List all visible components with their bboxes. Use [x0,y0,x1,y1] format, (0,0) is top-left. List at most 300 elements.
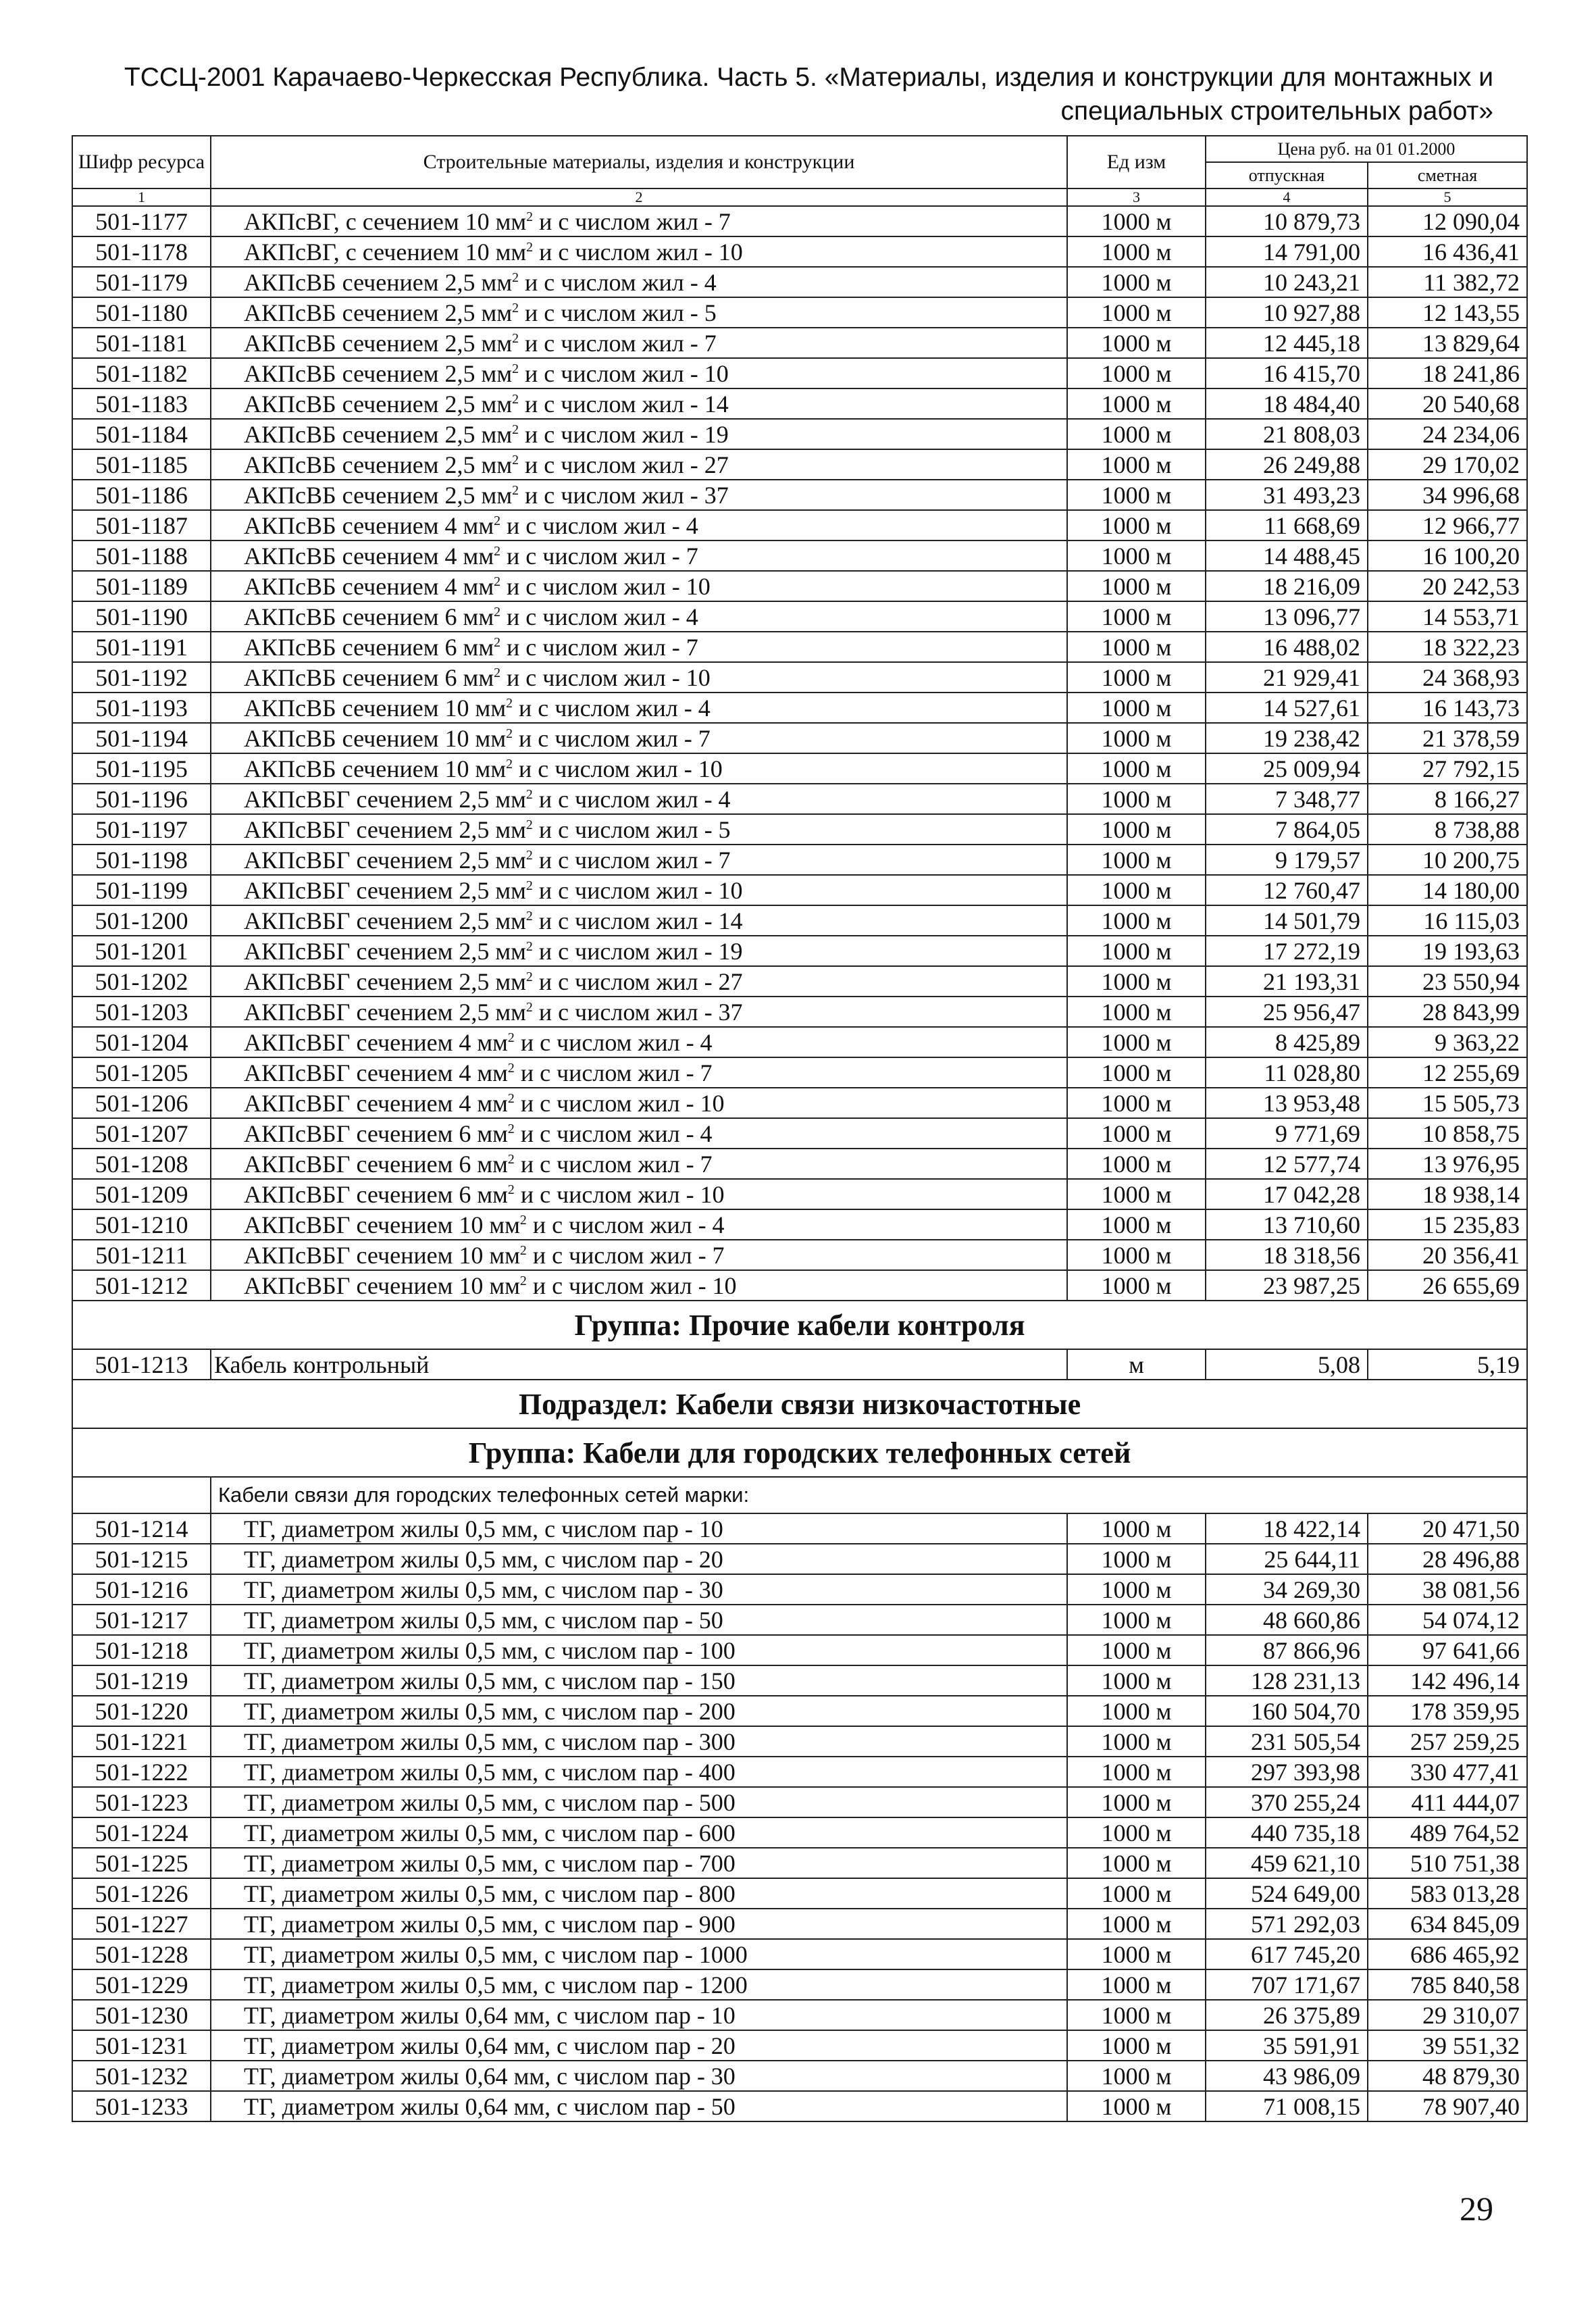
table-row [72,358,1527,388]
unit: 1000 м [1067,2091,1206,2121]
table-row [72,1696,1527,1726]
material-name: ТГ, диаметром жилы 0,5 мм, с числом пар - 500 [211,1787,1067,1817]
resource-code: 501-1231 [72,2030,211,2061]
page-number: 29 [1460,2190,1493,2228]
material-name: ТГ, диаметром жилы 0,64 мм, с числом пар - 50 [211,2091,1067,2121]
estimate-price: 18 938,14 [1368,1179,1527,1209]
table-row [72,1240,1527,1270]
estimate-price: 12 255,69 [1368,1057,1527,1088]
resource-code: 501-1203 [72,997,211,1027]
estimate-price: 34 996,68 [1368,480,1527,510]
material-name-text: АКПсВБ сечением 10 мм [244,694,507,722]
material-name [211,510,1067,540]
unit: 1000 м [1067,723,1206,753]
wholesale-price: 8 425,89 [1206,1027,1368,1057]
estimate-price: 12 966,77 [1368,510,1527,540]
material-name-text: АКПсВБГ сечением 2,5 мм [244,785,526,813]
resource-code: 501-1201 [72,936,211,966]
square-superscript: 2 [512,422,519,437]
estimate-price: 16 115,03 [1368,905,1527,936]
material-name [211,1179,1067,1209]
resource-code: 501-1191 [72,632,211,662]
material-name [211,601,1067,632]
table-row [72,875,1527,905]
wholesale-price: 16 415,70 [1206,358,1368,388]
estimate-price: 29 170,02 [1368,449,1527,480]
table-row [72,2061,1527,2091]
material-name-text: АКПсВБ сечением 2,5 мм [244,268,513,296]
square-superscript: 2 [494,574,500,589]
square-superscript: 2 [525,878,533,893]
square-superscript: 2 [525,786,533,802]
wholesale-price: 11 668,69 [1206,510,1368,540]
material-name-text: и с числом жил - 10 [514,1180,725,1208]
material-name: ТГ, диаметром жилы 0,5 мм, с числом пар - 300 [211,1726,1067,1757]
square-superscript: 2 [494,513,500,528]
resource-code: 501-1222 [72,1757,211,1787]
unit: 1000 м [1067,1787,1206,1817]
square-superscript: 2 [506,695,513,711]
resource-code: 501-1192 [72,662,211,693]
material-name-text: и с числом жил - 27 [532,967,743,995]
square-superscript: 2 [507,1090,515,1106]
material-name-text: АКПсВБ сечением 2,5 мм [244,329,513,357]
material-name-text: и с числом жил - 10 [513,755,723,782]
group-heading: Группа: Кабели для городских телефонных сетей [72,1428,1527,1477]
material-name-text: и с числом жил - 10 [500,663,711,691]
resource-code: 501-1189 [72,571,211,601]
resource-code: 501-1214 [72,1513,211,1544]
square-superscript: 2 [525,969,533,984]
unit: 1000 м [1067,1209,1206,1240]
wholesale-price: 21 193,31 [1206,966,1368,997]
estimate-price: 38 081,56 [1368,1574,1527,1605]
unit: 1000 м [1067,1635,1206,1665]
wholesale-price: 14 791,00 [1206,236,1368,267]
unit: 1000 м [1067,571,1206,601]
table-row [72,723,1527,753]
material-name-text: АКПсВБГ сечением 2,5 мм [244,937,526,965]
estimate-price: 15 235,83 [1368,1209,1527,1240]
material-name: ТГ, диаметром жилы 0,64 мм, с числом пар - 30 [211,2061,1067,2091]
price-table [72,135,1528,2122]
material-name-text: и с числом жил - 14 [519,390,729,418]
material-name: ТГ, диаметром жилы 0,5 мм, с числом пар - 100 [211,1635,1067,1665]
material-name-text: и с числом жил - 10 [532,876,743,904]
resource-code: 501-1180 [72,297,211,328]
resource-code: 501-1216 [72,1574,211,1605]
material-name [211,936,1067,966]
material-name-text: и с числом жил - 7 [514,1150,713,1178]
col-number: 3 [1067,188,1206,206]
square-superscript: 2 [519,1242,527,1258]
estimate-price: 257 259,25 [1368,1726,1527,1757]
table-row [72,966,1527,997]
resource-code: 501-1193 [72,693,211,723]
resource-code: 501-1182 [72,358,211,388]
table-row [72,662,1527,693]
estimate-price: 20 356,41 [1368,1240,1527,1270]
material-name-text: и с числом жил - 19 [519,420,729,448]
unit: 1000 м [1067,328,1206,358]
material-name [211,236,1067,267]
estimate-price: 634 845,09 [1368,1909,1527,1939]
table-row [72,328,1527,358]
wholesale-price: 10 927,88 [1206,297,1368,328]
unit: 1000 м [1067,1574,1206,1605]
material-name: ТГ, диаметром жилы 0,5 мм, с числом пар - 20 [211,1544,1067,1574]
material-name-text: АКПсВБ сечением 10 мм [244,724,507,752]
resource-code: 501-1181 [72,328,211,358]
material-name: ТГ, диаметром жилы 0,5 мм, с числом пар - 150 [211,1665,1067,1696]
table-row [72,1726,1527,1757]
wholesale-price: 7 864,05 [1206,814,1368,845]
wholesale-price: 370 255,24 [1206,1787,1368,1817]
table-row [72,601,1527,632]
material-name [211,328,1067,358]
unit: 1000 м [1067,936,1206,966]
estimate-price: 8 738,88 [1368,814,1527,845]
col-number: 4 [1206,188,1368,206]
table-row [72,693,1527,723]
square-superscript: 2 [512,452,519,468]
material-name-text: и с числом жил - 4 [500,511,698,539]
table-row [72,1118,1527,1149]
table-row [72,1635,1527,1665]
wholesale-price: 707 171,67 [1206,1969,1368,2000]
wholesale-price: 617 745,20 [1206,1939,1368,1969]
unit: 1000 м [1067,2000,1206,2030]
resource-code: 501-1207 [72,1118,211,1149]
square-superscript: 2 [507,1030,515,1045]
material-name [211,966,1067,997]
table-row [72,480,1527,510]
estimate-price: 13 976,95 [1368,1149,1527,1179]
material-name-text: АКПсВГ, с сечением 10 мм [244,207,527,235]
unit: 1000 м [1067,845,1206,875]
material-name-text: АКПсВБ сечением 2,5 мм [244,451,513,478]
resource-code: 501-1205 [72,1057,211,1088]
material-name [211,388,1067,419]
material-name-text: и с числом жил - 10 [533,238,743,266]
material-name [211,632,1067,662]
table-row [72,1574,1527,1605]
wholesale-price: 14 488,45 [1206,540,1368,571]
material-name-text: АКПсВБ сечением 6 мм [244,663,494,691]
material-name [211,1240,1067,1270]
resource-code: 501-1232 [72,2061,211,2091]
resource-code: 501-1221 [72,1726,211,1757]
table-row [72,1605,1527,1635]
estimate-price: 20 540,68 [1368,388,1527,419]
material-name [211,1209,1067,1240]
material-name [211,358,1067,388]
wholesale-price: 21 929,41 [1206,662,1368,693]
material-name: ТГ, диаметром жилы 0,64 мм, с числом пар - 10 [211,2000,1067,2030]
wholesale-price: 11 028,80 [1206,1057,1368,1088]
resource-code: 501-1228 [72,1939,211,1969]
material-name-text: и с числом жил - 10 [519,359,729,387]
square-superscript: 2 [507,1182,515,1197]
unit: 1000 м [1067,997,1206,1027]
estimate-price: 16 143,73 [1368,693,1527,723]
material-name [211,784,1067,814]
material-name-text: и с числом жил - 7 [514,1059,713,1086]
resource-code: 501-1184 [72,419,211,449]
document-title-line-2: специальных строительных работ» [1060,97,1493,126]
table-row [72,784,1527,814]
square-superscript: 2 [507,1121,515,1136]
material-name: ТГ, диаметром жилы 0,5 мм, с числом пар - 10 [211,1513,1067,1544]
group-note: Кабели связи для городских телефонных сетей марки: [211,1477,1527,1513]
table-row [72,236,1527,267]
table-row [72,1665,1527,1696]
material-name-text: и с числом жил - 7 [500,542,698,570]
table-row [72,936,1527,966]
wholesale-price: 23 987,25 [1206,1270,1368,1301]
square-superscript: 2 [519,1212,527,1228]
material-name [211,693,1067,723]
document-title-line-1: ТССЦ-2001 Карачаево-Черкесская Республика. Часть 5. «Материалы, изделия и конструкции для монтажных и [124,63,1493,92]
estimate-price: 510 751,38 [1368,1848,1527,1878]
estimate-price: 785 840,58 [1368,1969,1527,2000]
unit: 1000 м [1067,297,1206,328]
estimate-price: 9 363,22 [1368,1027,1527,1057]
resource-code: 501-1206 [72,1088,211,1118]
material-name-text: АКПсВБГ сечением 6 мм [244,1180,508,1208]
resource-code: 501-1202 [72,966,211,997]
estimate-price: 24 368,93 [1368,662,1527,693]
material-name-text: и с числом жил - 14 [532,907,743,934]
wholesale-price: 87 866,96 [1206,1635,1368,1665]
material-name [211,540,1067,571]
wholesale-price: 9 771,69 [1206,1118,1368,1149]
resource-code: 501-1233 [72,2091,211,2121]
wholesale-price: 17 272,19 [1206,936,1368,966]
cable-rows-akps [72,206,1527,1301]
wholesale-price: 71 008,15 [1206,2091,1368,2121]
estimate-price: 39 551,32 [1368,2030,1527,2061]
wholesale-price: 571 292,03 [1206,1909,1368,1939]
wholesale-price: 524 649,00 [1206,1878,1368,1909]
table-row [72,1179,1527,1209]
unit: 1000 м [1067,1057,1206,1088]
unit: 1000 м [1067,1878,1206,1909]
material-name-text: и с числом жил - 5 [532,815,731,843]
material-name-text: АКПсВБГ сечением 2,5 мм [244,907,526,934]
wholesale-price: 14 527,61 [1206,693,1368,723]
unit: 1000 м [1067,1939,1206,1969]
material-name-text: и с числом жил - 10 [500,572,711,600]
estimate-price: 12 090,04 [1368,206,1527,236]
wholesale-price: 10 879,73 [1206,206,1368,236]
material-name-text: АКПсВБ сечением 2,5 мм [244,359,513,387]
material-name-text: АКПсВБ сечением 2,5 мм [244,481,513,509]
col-number: 2 [211,188,1067,206]
section-other-control [72,1301,1527,1513]
estimate-price: 20 471,50 [1368,1513,1527,1544]
table-row [72,388,1527,419]
unit: 1000 м [1067,814,1206,845]
square-superscript: 2 [494,604,500,620]
wholesale-price: 18 484,40 [1206,388,1368,419]
estimate-price: 11 382,72 [1368,267,1527,297]
estimate-price: 10 200,75 [1368,845,1527,875]
unit: 1000 м [1067,601,1206,632]
material-name [211,267,1067,297]
material-name-text: и с числом жил - 4 [519,268,717,296]
unit: 1000 м [1067,540,1206,571]
square-superscript: 2 [526,209,534,224]
material-name-text: и с числом жил - 27 [519,451,729,478]
estimate-price: 13 829,64 [1368,328,1527,358]
material-name-text: АКПсВГ, с сечением 10 мм [244,238,527,266]
resource-code: 501-1183 [72,388,211,419]
material-name: ТГ, диаметром жилы 0,5 мм, с числом пар - 1200 [211,1969,1067,2000]
resource-code: 501-1199 [72,875,211,905]
material-name [211,297,1067,328]
material-name-text: АКПсВБГ сечением 10 мм [244,1241,520,1269]
square-superscript: 2 [507,1151,515,1167]
col-number: 5 [1368,188,1527,206]
resource-code: 501-1179 [72,267,211,297]
resource-code: 501-1226 [72,1878,211,1909]
table-row [72,1787,1527,1817]
estimate-price: 54 074,12 [1368,1605,1527,1635]
wholesale-price: 25 644,11 [1206,1544,1368,1574]
material-name [211,449,1067,480]
material-name [211,480,1067,510]
resource-code: 501-1186 [72,480,211,510]
unit: 1000 м [1067,236,1206,267]
header-unit: Ед изм [1067,136,1206,188]
material-name: ТГ, диаметром жилы 0,5 мм, с числом пар - 30 [211,1574,1067,1605]
table-row [72,1027,1527,1057]
resource-code: 501-1195 [72,753,211,784]
table-row [72,2000,1527,2030]
unit: 1000 м [1067,2061,1206,2091]
estimate-price: 26 655,69 [1368,1270,1527,1301]
wholesale-price: 19 238,42 [1206,723,1368,753]
square-superscript: 2 [525,847,533,863]
resource-code: 501-1229 [72,1969,211,2000]
material-name [211,753,1067,784]
material-name: ТГ, диаметром жилы 0,5 мм, с числом пар - 1000 [211,1939,1067,1969]
empty-cell [72,1477,211,1513]
material-name [211,571,1067,601]
resource-code: 501-1211 [72,1240,211,1270]
square-superscript: 2 [512,270,519,285]
material-name-text: и с числом жил - 7 [533,207,731,235]
wholesale-price: 10 243,21 [1206,267,1368,297]
material-name-text: и с числом жил - 4 [532,785,731,813]
table-row [72,2030,1527,2061]
material-name-text: и с числом жил - 4 [513,694,711,722]
estimate-price: 28 496,88 [1368,1544,1527,1574]
material-name: ТГ, диаметром жилы 0,5 мм, с числом пар - 800 [211,1878,1067,1909]
table-row [72,1209,1527,1240]
table-row [72,753,1527,784]
unit: 1000 м [1067,662,1206,693]
resource-code: 501-1196 [72,784,211,814]
unit: 1000 м [1067,1149,1206,1179]
square-superscript: 2 [507,1060,515,1076]
unit: 1000 м [1067,1088,1206,1118]
material-name [211,997,1067,1027]
square-superscript: 2 [512,482,519,498]
square-superscript: 2 [494,543,500,559]
wholesale-price: 297 393,98 [1206,1757,1368,1787]
resource-code: 501-1200 [72,905,211,936]
estimate-price: 24 234,06 [1368,419,1527,449]
material-name: Кабель контрольный [211,1349,1067,1380]
square-superscript: 2 [512,391,519,407]
table-row [72,1057,1527,1088]
material-name-text: АКПсВБ сечением 4 мм [244,511,494,539]
material-name-text: и с числом жил - 4 [526,1211,725,1238]
material-name-text: АКПсВБ сечением 2,5 мм [244,420,513,448]
square-superscript: 2 [519,1273,527,1288]
header-wholesale: отпускная [1206,162,1368,188]
resource-code: 501-1194 [72,723,211,753]
unit: 1000 м [1067,1544,1206,1574]
square-superscript: 2 [512,361,519,376]
header-code: Шифр ресурса [72,136,211,188]
wholesale-price: 18 216,09 [1206,571,1368,601]
estimate-price: 19 193,63 [1368,936,1527,966]
unit: 1000 м [1067,206,1206,236]
resource-code: 501-1215 [72,1544,211,1574]
resource-code: 501-1217 [72,1605,211,1635]
estimate-price: 97 641,66 [1368,1635,1527,1665]
estimate-price: 28 843,99 [1368,997,1527,1027]
estimate-price: 12 143,55 [1368,297,1527,328]
material-name-text: и с числом жил - 37 [532,998,743,1026]
unit: 1000 м [1067,753,1206,784]
material-name: ТГ, диаметром жилы 0,5 мм, с числом пар - 400 [211,1757,1067,1787]
square-superscript: 2 [512,300,519,316]
table-row [72,1088,1527,1118]
material-name-text: и с числом жил - 10 [514,1089,725,1117]
resource-code: 501-1218 [72,1635,211,1665]
material-name [211,1057,1067,1088]
resource-code: 501-1204 [72,1027,211,1057]
wholesale-price: 13 953,48 [1206,1088,1368,1118]
estimate-price: 21 378,59 [1368,723,1527,753]
wholesale-price: 12 445,18 [1206,328,1368,358]
unit: 1000 м [1067,693,1206,723]
square-superscript: 2 [525,817,533,832]
unit: 1000 м [1067,1817,1206,1848]
material-name-text: и с числом жил - 7 [500,633,698,661]
unit: 1000 м [1067,1270,1206,1301]
wholesale-price: 14 501,79 [1206,905,1368,936]
table-row [72,1544,1527,1574]
table-row [72,1939,1527,1969]
resource-code: 501-1185 [72,449,211,480]
resource-code: 501-1198 [72,845,211,875]
unit: 1000 м [1067,449,1206,480]
table-row [72,1817,1527,1848]
material-name: ТГ, диаметром жилы 0,5 мм, с числом пар - 50 [211,1605,1067,1635]
material-name-text: и с числом жил - 4 [500,603,698,630]
table-row [72,419,1527,449]
table-row [72,1757,1527,1787]
estimate-price: 8 166,27 [1368,784,1527,814]
resource-code: 501-1209 [72,1179,211,1209]
wholesale-price: 160 504,70 [1206,1696,1368,1726]
material-name-text: АКПсВБ сечением 4 мм [244,542,494,570]
